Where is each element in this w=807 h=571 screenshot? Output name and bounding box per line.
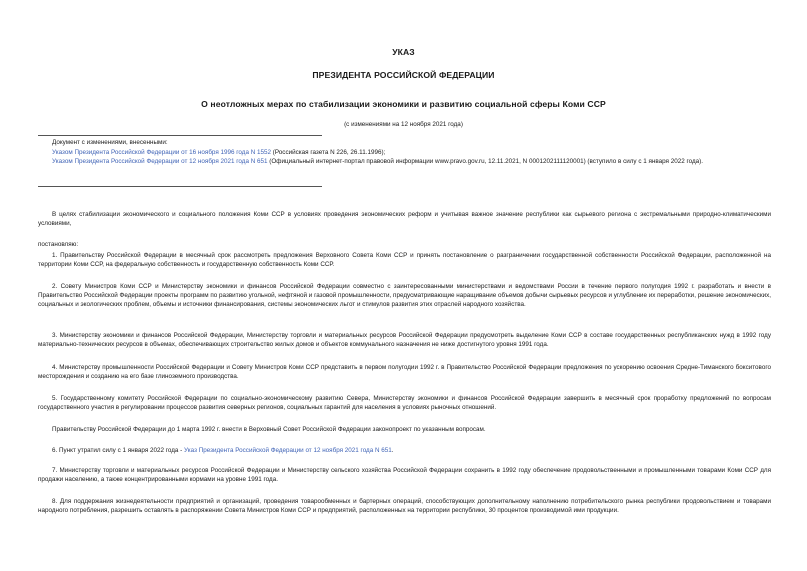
paragraph-1: 1. Правительству Российской Федерации в месячный срок рассмотреть предложения Верховного Совета Коми ССР и принять постановление о разграничении государственной собственности Российской Федерации, расположенной на территории Коми ССР, на федеральную собственность и государственную собственность Коми ССР. bbox=[38, 252, 771, 269]
paragraph-2: 2. Совету Министров Коми ССР и Министерству экономики и финансов Российской Федерации совместно с заинтересованными министерствами и ведомствами России в течение первого полугодия 1992 г. разработать и внести в Правительство Российской Федерации проекты программ по развитию угольной, нефтяной и газовой промышленности, предусматривающие наращивание объемов добычи сырьевых ресурсов и углубление их переработки, решение экономических, социальных и экологических проблем, объемы и источники финансирования, системы экономических льгот и стимулов развития этих отраслей народного хозяйства. bbox=[38, 283, 771, 309]
amendment-1-source: (Российская газета N 226, 26.11.1996); bbox=[271, 148, 386, 156]
amendments-block bbox=[52, 138, 772, 167]
paragraph-8: 8. Для поддержания жизнедеятельности предприятий и организаций, проведения товарообменных и бартерных операций, способствующих дополнительному наполнению потребительского рынка республики продовольствием и товарами народного потребления, разрешить оставлять в распоряжении Совета Министров Коми ССР и предприятий, расположенных на территории республики, 30 процентов производимой ими продукции. bbox=[38, 498, 771, 515]
paragraph-5-continued: Правительству Российской Федерации до 1 марта 1992 г. внести в Верховный Совет Российской Федерации законопроект по указанным вопросам. bbox=[52, 426, 486, 433]
divider-bottom bbox=[38, 186, 322, 187]
document-subtitle: О неотложных мерах по стабилизации экономики и развитию социальной сферы Коми ССР bbox=[201, 99, 606, 109]
paragraph-6-text: 6. Пункт утратил силу с 1 января 2022 года - bbox=[52, 447, 185, 454]
amendment-1-link[interactable]: Указом Президента Российской Федерации от 16 ноября 1996 года N 1552 bbox=[52, 148, 272, 156]
decree-title: УКАЗ bbox=[392, 47, 415, 57]
amendment-1 bbox=[52, 148, 772, 158]
paragraph-5: 5. Государственному комитету Российской Федерации по социально-экономическому развитию Севера, Министерству экономики и финансов Российской Федерации завершить в месячный срок проработку предложений по вопросам государственного участия в регулировании процессов развития северных регионов, социальных гарантий для населения в условиях рыночных отношений. bbox=[38, 395, 771, 412]
amendment-2-link[interactable]: Указом Президента Российской Федерации от 12 ноября 2021 года N 651 bbox=[52, 158, 268, 165]
issuer-title: ПРЕЗИДЕНТА РОССИЙСКОЙ ФЕДЕРАЦИИ bbox=[312, 70, 495, 80]
preamble: В целях стабилизации экономического и социального положения Коми ССР в условиях проведения экономических реформ и учитывая важное значение республики как сырьевого региона с экстремальными природно-климатическими условиями, bbox=[38, 211, 771, 228]
paragraph-4: 4. Министерству промышленности Российской Федерации и Совету Министров Коми ССР представить в первом полугодии 1992 г. в Правительство Российской Федерации предложения по ускорению освоения Средне-Тиманского бокситового месторождения и созданию на его базе глиноземного производства. bbox=[38, 364, 771, 381]
decree-word: постановляю: bbox=[38, 241, 79, 248]
paragraph-7: 7. Министерству торговли и материальных ресурсов Российской Федерации и Министерству сельского хозяйства Российской Федерации сохранить в 1992 году обеспечение продовольственными и промышленными товарами Коми ССР для продажи населению, а также концентрированными кормами на уровне 1991 года. bbox=[38, 467, 771, 484]
paragraph-6-end: . bbox=[391, 447, 394, 454]
amendments-intro: Документ с изменениями, внесенными: bbox=[52, 139, 168, 146]
amendment-2-source: (Официальный интернет-портал правовой информации www.pravo.gov.ru, 12.11.2021, N 0001202111120001) (вступило в силу с 1 января 2022 года). bbox=[267, 158, 704, 165]
divider-top bbox=[38, 135, 322, 136]
paragraph-6-link[interactable]: Указ Президента Российской Федерации от 12 ноября 2021 года N 651 bbox=[184, 447, 392, 454]
paragraph-3: 3. Министерству экономики и финансов Российской Федерации, Министерству торговли и материальных ресурсов Российской Федерации предусмотреть выделение Коми ССР в составе государственных республиканских нужд в 1992 году материально-технических ресурсов в объемах, обеспечивающих строительство жилых домов и объектов коммунального назначения не ниже достигнутого уровня 1991 года. bbox=[38, 332, 771, 349]
revision-note: (с изменениями на 12 ноября 2021 года) bbox=[344, 121, 463, 128]
paragraph-6 bbox=[38, 446, 771, 455]
amendment-2 bbox=[52, 157, 772, 167]
